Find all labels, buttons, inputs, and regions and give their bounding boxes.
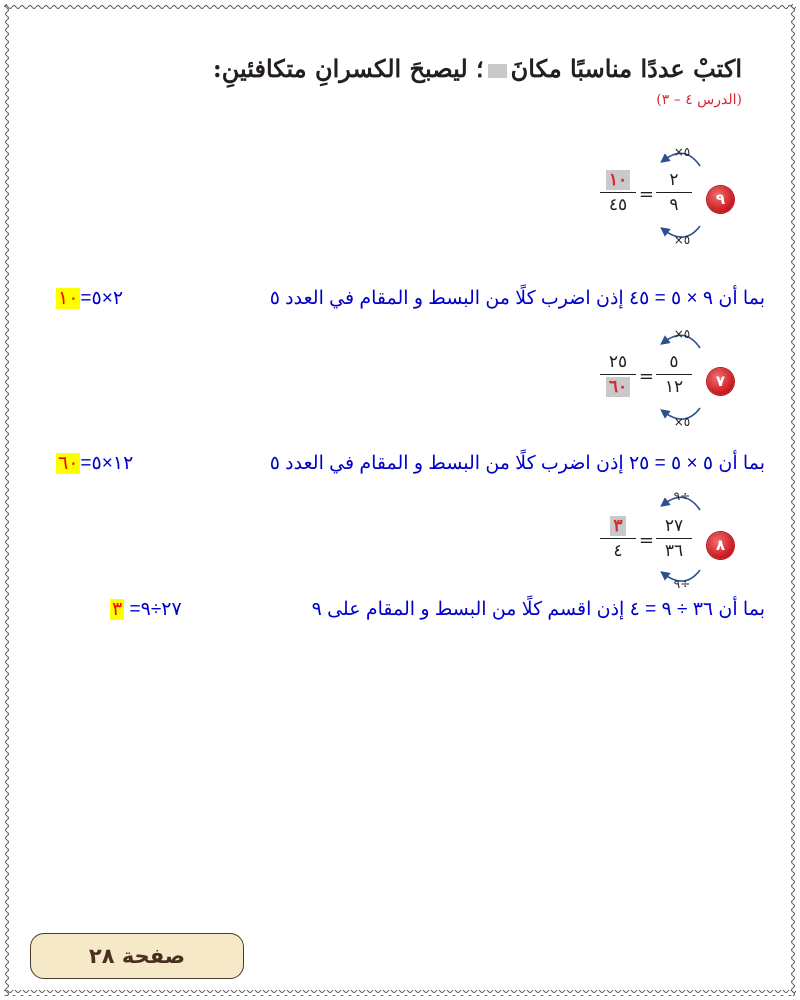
explanation-line: بما أن ٣٦ ÷ ٩ = ٤ إذن اقسم كلًا من البسط و المقام على ٩: [311, 599, 765, 620]
equivalent-fraction: [600, 352, 636, 397]
top-arrow-label: ٥×: [673, 145, 691, 159]
known-fraction: [656, 516, 692, 561]
problem-number-badge: ٨: [707, 532, 734, 559]
equals-sign: =: [638, 530, 654, 551]
problem-number-badge: ٩: [707, 186, 734, 213]
fraction-numerator: ٥: [669, 352, 679, 372]
calculation: [56, 452, 133, 475]
equivalent-fraction: [600, 170, 636, 215]
fraction-denominator: ٩: [669, 195, 679, 215]
calc-answer: ١٠: [58, 288, 79, 309]
fraction-denominator: ٤٥: [608, 195, 628, 215]
lesson-reference: (الدرس ٤ – ٣): [656, 92, 742, 108]
page-number-label: صفحة ٢٨: [30, 933, 244, 979]
fraction-numerator: ٢٥: [608, 352, 628, 372]
bottom-arrow-label: ٥×: [673, 233, 691, 247]
placeholder-square-icon: [488, 64, 507, 78]
fraction-denominator: ٤: [613, 541, 623, 561]
top-arrow-label: ÷٩: [673, 489, 691, 503]
calc-answer: ٣: [112, 599, 123, 620]
calculation: [110, 598, 182, 621]
known-fraction: [656, 170, 692, 215]
equals-sign: =: [638, 184, 654, 205]
instructions-heading: [213, 54, 742, 83]
bottom-arrow-label: ÷٩: [673, 577, 691, 591]
explanation-line: بما أن ٩ × ٥ = ٤٥ إذن اضرب كلًا من البسط و المقام في العدد ٥: [269, 288, 765, 309]
calc-expression: ٢٧÷٩=: [124, 599, 182, 620]
bottom-arrow-label: ٥×: [673, 415, 691, 429]
heading-text-before: اكتبْ عددًا مناسبًا مكانَ: [510, 54, 742, 83]
explanation-line: بما أن ٥ × ٥ = ٢٥ إذن اضرب كلًا من البسط و المقام في العدد ٥: [269, 453, 765, 474]
equivalent-fraction: [600, 516, 636, 561]
equals-sign: =: [638, 366, 654, 387]
calc-expression: ١٢×٥=: [80, 453, 134, 474]
top-arrow-label: ٥×: [673, 327, 691, 341]
missing-numerator-answer: ١٠: [606, 170, 630, 190]
calculation: [56, 287, 123, 310]
fraction-denominator: ٣٦: [664, 541, 684, 561]
calc-answer: ٦٠: [58, 453, 79, 474]
missing-numerator-answer: ٣: [610, 516, 625, 536]
calc-expression: ٢×٥=: [80, 288, 124, 309]
fraction-numerator: ٢: [669, 170, 679, 190]
missing-denominator-answer: ٦٠: [606, 377, 630, 397]
fraction-numerator: ٢٧: [664, 516, 684, 536]
fraction-denominator: ١٢: [664, 377, 684, 397]
heading-text-after: ؛ ليصبحَ الكسرانِ متكافئينِ:: [212, 54, 484, 83]
known-fraction: [656, 352, 692, 397]
problem-number-badge: ٧: [707, 368, 734, 395]
